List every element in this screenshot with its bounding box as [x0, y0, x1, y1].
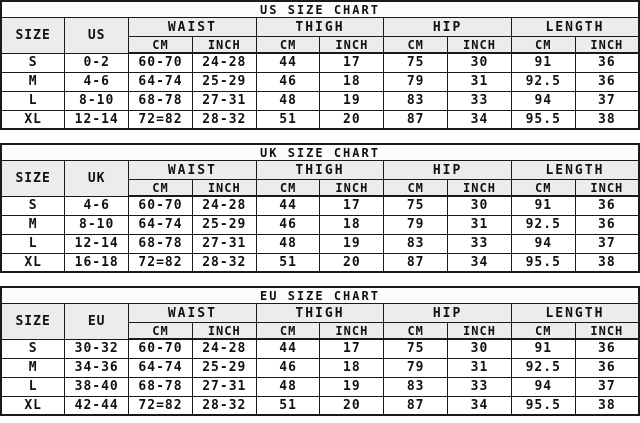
size-row-xl: [1, 110, 639, 129]
hip-inch-cell: 33: [448, 234, 512, 253]
region-column-header-us: US: [65, 18, 129, 54]
size-cell: S: [1, 196, 65, 215]
thigh-inch-cell: 19: [320, 377, 384, 396]
size-row-xl: [1, 396, 639, 415]
thigh-cm-cell: 48: [256, 91, 320, 110]
unit-header-thigh-inch: INCH: [320, 37, 384, 54]
thigh-inch-cell: 19: [320, 91, 384, 110]
hip-cm-cell: 83: [384, 234, 448, 253]
size-cell: XL: [1, 110, 65, 129]
region-cell: 42-44: [65, 396, 129, 415]
group-header-row: [1, 161, 639, 180]
waist-inch-cell: 24-28: [192, 339, 256, 358]
length-inch-cell: 36: [575, 72, 639, 91]
group-header-hip: HIP: [384, 304, 512, 323]
size-cell: S: [1, 339, 65, 358]
region-cell: 12-14: [65, 234, 129, 253]
unit-header-hip-inch: INCH: [448, 37, 512, 54]
unit-header-thigh-cm: CM: [256, 37, 320, 54]
region-column-header-uk: UK: [65, 161, 129, 197]
thigh-inch-cell: 18: [320, 358, 384, 377]
size-row-l: [1, 234, 639, 253]
thigh-cm-cell: 46: [256, 215, 320, 234]
thigh-cm-cell: 44: [256, 339, 320, 358]
hip-inch-cell: 34: [448, 253, 512, 272]
hip-cm-cell: 87: [384, 253, 448, 272]
group-header-row: [1, 304, 639, 323]
region-cell: 38-40: [65, 377, 129, 396]
thigh-inch-cell: 18: [320, 72, 384, 91]
size-chart-eu: [0, 286, 640, 416]
group-header-thigh: THIGH: [256, 304, 384, 323]
thigh-cm-cell: 44: [256, 196, 320, 215]
hip-inch-cell: 34: [448, 396, 512, 415]
hip-cm-cell: 87: [384, 396, 448, 415]
hip-cm-cell: 87: [384, 110, 448, 129]
group-header-length: LENGTH: [511, 18, 639, 37]
waist-inch-cell: 27-31: [192, 234, 256, 253]
size-cell: M: [1, 72, 65, 91]
region-cell: 34-36: [65, 358, 129, 377]
hip-cm-cell: 75: [384, 339, 448, 358]
hip-inch-cell: 33: [448, 377, 512, 396]
unit-header-waist-inch: INCH: [192, 180, 256, 197]
thigh-cm-cell: 44: [256, 53, 320, 72]
unit-header-hip-cm: CM: [384, 37, 448, 54]
length-cm-cell: 92.5: [511, 358, 575, 377]
length-inch-cell: 36: [575, 215, 639, 234]
waist-cm-cell: 72=82: [129, 396, 193, 415]
length-inch-cell: 36: [575, 53, 639, 72]
waist-inch-cell: 24-28: [192, 53, 256, 72]
waist-cm-cell: 68-78: [129, 91, 193, 110]
size-row-m: [1, 215, 639, 234]
thigh-cm-cell: 46: [256, 358, 320, 377]
size-chart-us: [0, 0, 640, 130]
group-header-waist: WAIST: [129, 18, 257, 37]
length-cm-cell: 95.5: [511, 396, 575, 415]
thigh-inch-cell: 18: [320, 215, 384, 234]
chart-title-row: [1, 144, 639, 161]
hip-cm-cell: 75: [384, 53, 448, 72]
group-header-hip: HIP: [384, 161, 512, 180]
length-inch-cell: 36: [575, 339, 639, 358]
size-chart-uk: [0, 143, 640, 273]
chart-title: EU SIZE CHART: [1, 287, 639, 304]
size-cell: M: [1, 215, 65, 234]
chart-title-row: [1, 1, 639, 18]
unit-header-waist-cm: CM: [129, 323, 193, 340]
size-cell: L: [1, 91, 65, 110]
size-cell: S: [1, 53, 65, 72]
group-header-waist: WAIST: [129, 161, 257, 180]
region-cell: 12-14: [65, 110, 129, 129]
size-column-header: SIZE: [1, 18, 65, 54]
length-inch-cell: 38: [575, 253, 639, 272]
chart-title-row: [1, 287, 639, 304]
unit-header-length-cm: CM: [511, 323, 575, 340]
size-cell: XL: [1, 253, 65, 272]
unit-header-hip-cm: CM: [384, 323, 448, 340]
thigh-inch-cell: 20: [320, 396, 384, 415]
group-header-waist: WAIST: [129, 304, 257, 323]
waist-cm-cell: 64-74: [129, 72, 193, 91]
unit-header-length-inch: INCH: [575, 37, 639, 54]
unit-header-length-inch: INCH: [575, 323, 639, 340]
waist-inch-cell: 27-31: [192, 91, 256, 110]
unit-header-thigh-cm: CM: [256, 180, 320, 197]
region-cell: 8-10: [65, 91, 129, 110]
thigh-cm-cell: 51: [256, 396, 320, 415]
thigh-inch-cell: 17: [320, 339, 384, 358]
length-cm-cell: 95.5: [511, 110, 575, 129]
hip-inch-cell: 34: [448, 110, 512, 129]
length-inch-cell: 36: [575, 358, 639, 377]
chart-title: US SIZE CHART: [1, 1, 639, 18]
size-cell: XL: [1, 396, 65, 415]
region-cell: 16-18: [65, 253, 129, 272]
hip-inch-cell: 33: [448, 91, 512, 110]
waist-inch-cell: 27-31: [192, 377, 256, 396]
waist-cm-cell: 60-70: [129, 53, 193, 72]
hip-cm-cell: 79: [384, 72, 448, 91]
size-row-s: [1, 339, 639, 358]
length-inch-cell: 37: [575, 91, 639, 110]
thigh-inch-cell: 17: [320, 53, 384, 72]
thigh-inch-cell: 20: [320, 253, 384, 272]
unit-header-length-cm: CM: [511, 37, 575, 54]
size-row-l: [1, 377, 639, 396]
length-cm-cell: 92.5: [511, 215, 575, 234]
size-row-m: [1, 72, 639, 91]
unit-header-waist-inch: INCH: [192, 37, 256, 54]
thigh-inch-cell: 20: [320, 110, 384, 129]
chart-title: UK SIZE CHART: [1, 144, 639, 161]
hip-inch-cell: 31: [448, 358, 512, 377]
waist-inch-cell: 28-32: [192, 110, 256, 129]
unit-header-hip-cm: CM: [384, 180, 448, 197]
length-cm-cell: 94: [511, 234, 575, 253]
size-cell: M: [1, 358, 65, 377]
waist-cm-cell: 64-74: [129, 358, 193, 377]
size-cell: L: [1, 234, 65, 253]
region-cell: 4-6: [65, 196, 129, 215]
hip-cm-cell: 79: [384, 215, 448, 234]
length-inch-cell: 38: [575, 396, 639, 415]
size-row-m: [1, 358, 639, 377]
waist-inch-cell: 24-28: [192, 196, 256, 215]
group-header-hip: HIP: [384, 18, 512, 37]
unit-header-thigh-cm: CM: [256, 323, 320, 340]
unit-header-thigh-inch: INCH: [320, 323, 384, 340]
unit-header-length-inch: INCH: [575, 180, 639, 197]
size-column-header: SIZE: [1, 304, 65, 340]
waist-cm-cell: 64-74: [129, 215, 193, 234]
thigh-inch-cell: 17: [320, 196, 384, 215]
unit-header-waist-cm: CM: [129, 180, 193, 197]
region-cell: 8-10: [65, 215, 129, 234]
group-header-length: LENGTH: [511, 304, 639, 323]
thigh-cm-cell: 51: [256, 110, 320, 129]
length-inch-cell: 37: [575, 377, 639, 396]
thigh-cm-cell: 51: [256, 253, 320, 272]
size-row-xl: [1, 253, 639, 272]
hip-inch-cell: 30: [448, 196, 512, 215]
thigh-cm-cell: 46: [256, 72, 320, 91]
hip-cm-cell: 75: [384, 196, 448, 215]
waist-cm-cell: 68-78: [129, 234, 193, 253]
group-header-row: [1, 18, 639, 37]
unit-header-hip-inch: INCH: [448, 323, 512, 340]
waist-inch-cell: 25-29: [192, 358, 256, 377]
length-cm-cell: 91: [511, 53, 575, 72]
waist-inch-cell: 25-29: [192, 72, 256, 91]
region-cell: 0-2: [65, 53, 129, 72]
hip-inch-cell: 31: [448, 215, 512, 234]
hip-cm-cell: 83: [384, 91, 448, 110]
waist-cm-cell: 72=82: [129, 253, 193, 272]
length-cm-cell: 95.5: [511, 253, 575, 272]
thigh-inch-cell: 19: [320, 234, 384, 253]
hip-inch-cell: 30: [448, 53, 512, 72]
waist-cm-cell: 60-70: [129, 196, 193, 215]
thigh-cm-cell: 48: [256, 234, 320, 253]
unit-header-waist-inch: INCH: [192, 323, 256, 340]
hip-inch-cell: 30: [448, 339, 512, 358]
size-row-l: [1, 91, 639, 110]
length-cm-cell: 94: [511, 91, 575, 110]
size-row-s: [1, 53, 639, 72]
length-cm-cell: 92.5: [511, 72, 575, 91]
waist-inch-cell: 28-32: [192, 396, 256, 415]
unit-header-hip-inch: INCH: [448, 180, 512, 197]
unit-header-length-cm: CM: [511, 180, 575, 197]
hip-inch-cell: 31: [448, 72, 512, 91]
region-cell: 4-6: [65, 72, 129, 91]
unit-header-waist-cm: CM: [129, 37, 193, 54]
group-header-length: LENGTH: [511, 161, 639, 180]
waist-cm-cell: 60-70: [129, 339, 193, 358]
group-header-thigh: THIGH: [256, 161, 384, 180]
length-inch-cell: 36: [575, 196, 639, 215]
size-cell: L: [1, 377, 65, 396]
length-cm-cell: 91: [511, 196, 575, 215]
region-column-header-eu: EU: [65, 304, 129, 340]
length-cm-cell: 91: [511, 339, 575, 358]
length-inch-cell: 38: [575, 110, 639, 129]
waist-inch-cell: 25-29: [192, 215, 256, 234]
waist-cm-cell: 72=82: [129, 110, 193, 129]
thigh-cm-cell: 48: [256, 377, 320, 396]
size-column-header: SIZE: [1, 161, 65, 197]
length-inch-cell: 37: [575, 234, 639, 253]
length-cm-cell: 94: [511, 377, 575, 396]
group-header-thigh: THIGH: [256, 18, 384, 37]
waist-inch-cell: 28-32: [192, 253, 256, 272]
size-row-s: [1, 196, 639, 215]
unit-header-thigh-inch: INCH: [320, 180, 384, 197]
waist-cm-cell: 68-78: [129, 377, 193, 396]
hip-cm-cell: 83: [384, 377, 448, 396]
hip-cm-cell: 79: [384, 358, 448, 377]
region-cell: 30-32: [65, 339, 129, 358]
